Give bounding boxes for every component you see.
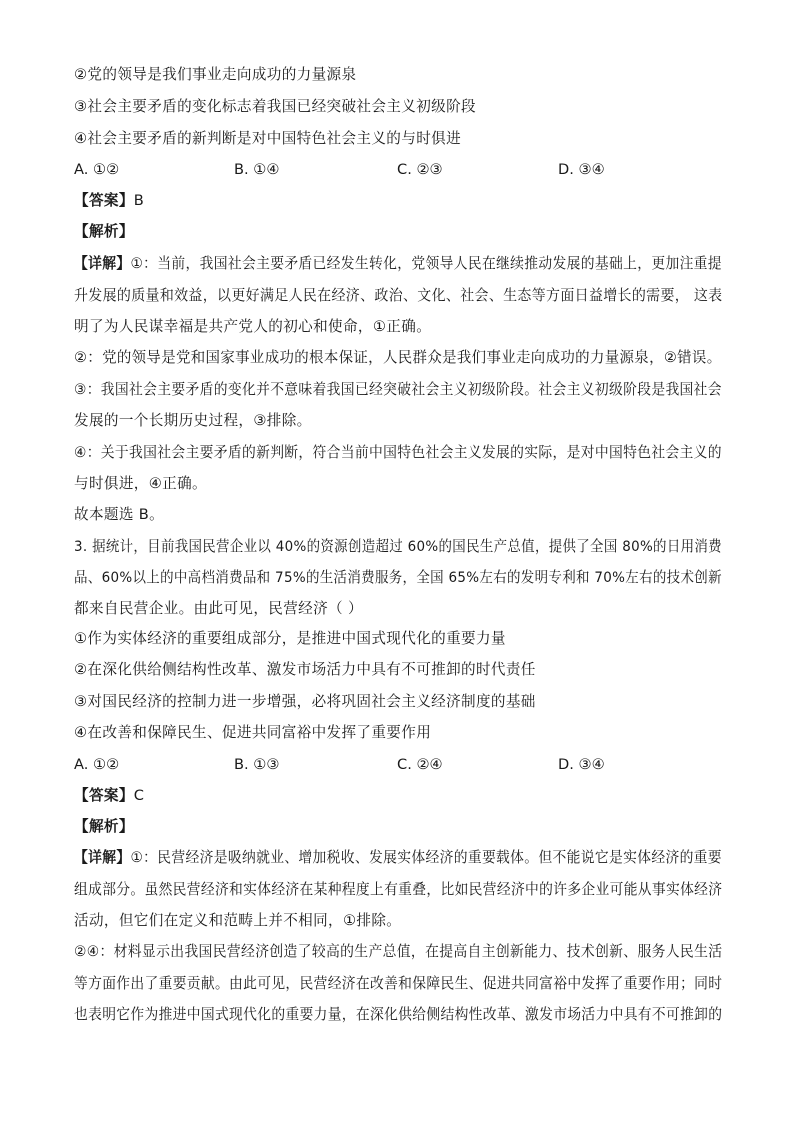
q2-option-d: D. ③④ bbox=[558, 161, 605, 178]
q2-detail-text: 与时俱进，④正确。 bbox=[74, 475, 207, 492]
q3-detail-text: 也表明它作为推进中国式现代化的重要力量，在深化供给侧结构性改革、激发市场活力中具有不可推卸的 bbox=[74, 1006, 723, 1023]
q3-option-a: A. ①② bbox=[74, 756, 120, 773]
q2-detail-text: 明了为人民谋幸福是共产党人的初心和使命，①正确。 bbox=[74, 318, 432, 335]
q3-detail-text: 组成部分。虽然民营经济和实体经济在某种程度上有重叠，比如民营经济中的许多企业可能从事实体经济 bbox=[74, 881, 723, 898]
q2-detail-text: 升发展的质量和效益，以更好满足人民在经济、政治、文化、社会、生态等方面日益增长的需要， 这表 bbox=[74, 287, 723, 304]
q2-detail-line bbox=[74, 254, 722, 274]
q2-statement-4: ④社会主要矛盾的新判断是对中国特色社会主义的与时俱进 bbox=[74, 130, 462, 147]
q3-statement-2: ②在深化供给侧结构性改革、激发市场活力中具有不可推卸的时代责任 bbox=[74, 661, 536, 678]
q3-detail-text: 活动，但它们在定义和范畴上并不相同，①排除。 bbox=[74, 912, 402, 929]
detail-tag: 【详解】 bbox=[74, 255, 131, 272]
q3-statement-3: ③对国民经济的控制力进一步增强，必将巩固社会主义经济制度的基础 bbox=[74, 693, 536, 710]
q2-detail-text: ②：党的领导是党和国家事业成功的根本保证，人民群众是我们事业走向成功的力量源泉，②错误。 bbox=[74, 349, 722, 366]
q2-analysis-tag: 【解析】 bbox=[74, 223, 134, 240]
q3-option-d: D. ③④ bbox=[558, 756, 605, 773]
q3-answer-line bbox=[74, 786, 144, 806]
q3-option-c: C. ②④ bbox=[397, 756, 443, 773]
q2-detail-text: ④：关于我国社会主要矛盾的新判断，符合当前中国特色社会主义发展的实际，是对中国特色社会主义的 bbox=[74, 444, 722, 461]
q3-detail-line bbox=[74, 848, 722, 868]
q3-detail-text: ①：民营经济是吸纳就业、增加税收、发展实体经济的重要载体。但不能说它是实体经济的重要 bbox=[130, 849, 722, 866]
q3-statement-4: ④在改善和保障民生、促进共同富裕中发挥了重要作用 bbox=[74, 724, 432, 741]
q2-option-c: C. ②③ bbox=[397, 161, 443, 178]
q2-detail-text: 发展的一个长期历史过程，③排除。 bbox=[74, 412, 312, 429]
q3-stem: 3. 据统计，目前我国民营企业以 40%的资源创造超过 60%的国民生产总值，提供了全国 80%的日用消费 bbox=[74, 538, 722, 555]
q3-option-b: B. ①③ bbox=[234, 756, 280, 773]
q2-statement-2: ②党的领导是我们事业走向成功的力量源泉 bbox=[74, 66, 357, 83]
answer-tag: 【答案】 bbox=[74, 192, 134, 209]
q3-analysis-tag: 【解析】 bbox=[74, 818, 134, 835]
q2-answer-line bbox=[74, 191, 144, 211]
q3-detail-text: ②④：材料显示出我国民营经济创造了较高的生产总值，在提高自主创新能力、技术创新、服务人民生活 bbox=[74, 943, 723, 960]
q2-statement-3: ③社会主要矛盾的变化标志着我国已经突破社会主义初级阶段 bbox=[74, 98, 476, 115]
q2-detail-text: ③：我国社会主要矛盾的变化并不意味着我国已经突破社会主义初级阶段。社会主义初级阶段是我国社会 bbox=[74, 381, 722, 398]
q2-detail-text: ①：当前，我国社会主要矛盾已经发生转化，党领导人民在继续推动发展的基础上，更加注重提 bbox=[130, 255, 722, 272]
q2-answer-value: B bbox=[133, 192, 145, 209]
q2-conclusion: 故本题选 B。 bbox=[74, 506, 165, 523]
detail-tag: 【详解】 bbox=[74, 849, 131, 866]
q2-option-b: B. ①④ bbox=[234, 161, 280, 178]
q3-statement-1: ①作为实体经济的重要组成部分，是推进中国式现代化的重要力量 bbox=[74, 630, 506, 647]
answer-tag: 【答案】 bbox=[74, 787, 134, 804]
q3-stem: 品、60%以上的中高档消费品和 75%的生活消费服务，全国 65%左右的发明专利和 70%左右的技术创新 bbox=[74, 569, 722, 586]
q3-stem: 都来自民营企业。由此可见，民营经济（ ） bbox=[74, 600, 363, 617]
q2-option-a: A. ①② bbox=[74, 161, 120, 178]
q3-detail-text: 等方面作出了重要贡献。由此可见，民营经济在改善和保障民生、促进共同富裕中发挥了重要作用；同时 bbox=[74, 975, 723, 992]
q3-answer-value: C bbox=[133, 787, 145, 804]
